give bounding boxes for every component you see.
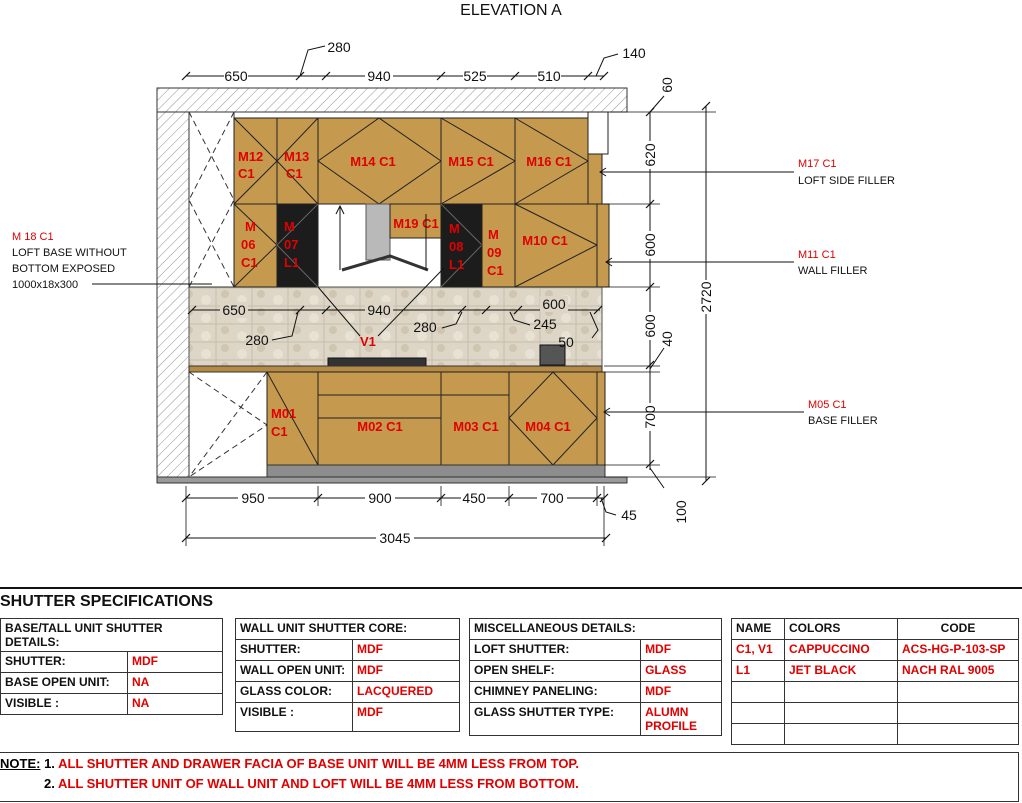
color-empty-cell	[898, 724, 1019, 745]
dim-top-650: 650	[224, 68, 248, 84]
dim-bottom-45: 45	[621, 507, 637, 523]
ceiling-slab	[157, 88, 627, 112]
label-m01-b: C1	[271, 424, 288, 439]
wall-spec-key: SHUTTER:	[236, 640, 353, 661]
dim-bottom-450: 450	[462, 490, 486, 506]
label-m09-b: 09	[487, 245, 502, 260]
dim-bottom-950: 950	[241, 490, 265, 506]
color-empty-cell	[732, 703, 785, 724]
wall-m11-filler	[597, 204, 609, 287]
misc-spec-key: LOFT SHUTTER:	[470, 640, 641, 661]
dim-right-2720: 2720	[698, 281, 714, 313]
color-empty-cell	[732, 724, 785, 745]
base-spec-table	[0, 618, 223, 715]
dim-bottom-45-leader	[601, 498, 616, 515]
label-m19: M19 C1	[393, 216, 439, 231]
color-code-cell: NACH RAL 9005	[898, 661, 1019, 682]
color-empty-cell	[785, 724, 898, 745]
label-m03: M03 C1	[453, 419, 499, 434]
color-value-cell: CAPPUCCINO	[785, 640, 898, 661]
chimney-arrow-left	[336, 206, 344, 270]
note-1	[0, 756, 579, 771]
wall-spec-value: LACQUERED	[353, 682, 460, 703]
color-value-cell: JET BLACK	[785, 661, 898, 682]
note-2-text: ALL SHUTTER UNIT OF WALL UNIT AND LOFT WILL BE 4MM LESS FROM BOTTOM.	[57, 776, 579, 791]
chimney-hood	[342, 256, 428, 270]
misc-spec-value: MDF	[641, 682, 722, 703]
color-table-header: COLORS	[785, 619, 898, 640]
dim-top-280: 280	[327, 39, 351, 55]
label-m06-c: C1	[241, 255, 258, 270]
dim-mid-50: 50	[558, 334, 574, 350]
floor-line	[157, 477, 627, 483]
dim-right-100: 100	[673, 500, 689, 524]
loft-m17-return	[588, 112, 608, 154]
note-label: NOTE:	[0, 756, 41, 771]
callout-m05-code: M05 C1	[808, 399, 847, 411]
callout-m18-line-2: BOTTOM EXPOSED	[12, 263, 116, 275]
wall-spec-table	[235, 618, 460, 732]
note-1-text: ALL SHUTTER AND DRAWER FACIA OF BASE UNIT WILL BE 4MM LESS FROM TOP.	[58, 756, 580, 771]
wall-spec-key: GLASS COLOR:	[236, 682, 353, 703]
dim-top-510: 510	[537, 68, 561, 84]
spec-title: SHUTTER SPECIFICATIONS	[0, 593, 214, 610]
label-m08-c: L1	[449, 257, 465, 272]
label-m01-a: M01	[271, 406, 297, 421]
color-empty-cell	[785, 682, 898, 703]
label-m15: M15 C1	[448, 154, 494, 169]
label-m02: M02 C1	[357, 419, 403, 434]
label-m09-a: M	[488, 227, 499, 242]
dim-bottom-3045: 3045	[379, 530, 411, 546]
color-table-header: CODE	[898, 619, 1019, 640]
base-spec-key: BASE OPEN UNIT:	[1, 673, 128, 694]
label-m07-b: 07	[284, 237, 299, 252]
dim-right-620: 620	[642, 143, 658, 167]
label-m08-b: 08	[449, 239, 464, 254]
dim-top-140: 140	[622, 45, 646, 61]
chimney-duct	[366, 204, 390, 260]
color-name-cell: C1, V1	[732, 640, 785, 661]
base-spec-key: VISIBLE :	[1, 694, 128, 715]
dim-mid-600: 600	[542, 296, 566, 312]
misc-spec-value: MDF	[641, 640, 722, 661]
misc-spec-table	[469, 618, 722, 736]
label-m12-a: M12	[238, 149, 264, 164]
note-2	[44, 776, 579, 791]
note-1-number: 1.	[44, 756, 55, 771]
dim-right-600-a: 600	[642, 233, 658, 257]
dim-mid-650: 650	[222, 302, 246, 318]
misc-spec-key: OPEN SHELF:	[470, 661, 641, 682]
wall-spec-key: WALL OPEN UNIT:	[236, 661, 353, 682]
base-spec-value: NA	[128, 694, 223, 715]
spec-divider	[0, 587, 1022, 589]
misc-spec-value: GLASS	[641, 661, 722, 682]
base-spec-header: BASE/TALL UNIT SHUTTER DETAILS:	[1, 619, 223, 652]
elevation-title: ELEVATION A	[460, 2, 562, 19]
callout-m18-line-1: LOFT BASE WITHOUT	[12, 247, 127, 259]
dim-mid-245: 245	[533, 316, 557, 332]
dim-right-40: 40	[659, 331, 675, 347]
dim-top-525: 525	[463, 68, 487, 84]
label-m14: M14 C1	[350, 154, 396, 169]
dim-mid-280-b: 280	[413, 319, 437, 335]
color-code-cell: ACS-HG-P-103-SP	[898, 640, 1019, 661]
callout-m11-code: M11 C1	[798, 249, 836, 261]
label-m13-a: M13	[284, 149, 310, 164]
color-code-table	[731, 618, 1019, 745]
color-empty-cell	[785, 703, 898, 724]
dim-mid-280-a: 280	[245, 332, 269, 348]
counter-top	[189, 366, 602, 372]
callout-m05-desc: BASE FILLER	[808, 415, 878, 427]
dim-right-700: 700	[642, 405, 658, 429]
color-empty-cell	[898, 682, 1019, 703]
hob	[328, 358, 426, 366]
base-spec-value: NA	[128, 673, 223, 694]
dim-right-100-leader	[650, 468, 664, 488]
label-m09-c: C1	[487, 263, 504, 278]
base-spec-key: SHUTTER:	[1, 652, 128, 673]
note-2-number: 2.	[44, 776, 55, 791]
dim-top-940: 940	[367, 68, 391, 84]
misc-spec-key: GLASS SHUTTER TYPE:	[470, 703, 641, 736]
dim-bottom-700: 700	[540, 490, 564, 506]
dim-mid-940: 940	[367, 302, 391, 318]
callout-m11-desc: WALL FILLER	[798, 265, 868, 277]
label-m06-b: 06	[241, 237, 256, 252]
color-empty-cell	[732, 682, 785, 703]
skirting	[267, 465, 605, 477]
left-wall	[157, 112, 189, 482]
color-name-cell: L1	[732, 661, 785, 682]
callout-m18-line-3: 1000x18x300	[12, 279, 79, 291]
label-m07-c: L1	[284, 255, 300, 270]
dim-top-280-leader	[300, 46, 325, 76]
notes-box	[0, 752, 1019, 802]
label-m04: M04 C1	[525, 419, 571, 434]
misc-spec-value: ALUMN PROFILE	[641, 703, 722, 736]
label-m10: M10 C1	[522, 233, 568, 248]
tall-open-unit	[189, 112, 234, 287]
base-m05-filler	[597, 372, 605, 465]
dim-right-600-b: 600	[642, 314, 658, 338]
dim-right-60: 60	[659, 77, 675, 93]
wall-spec-header: WALL UNIT SHUTTER CORE:	[236, 619, 460, 640]
callout-m18-code: M 18 C1	[12, 231, 54, 243]
wall-spec-value: MDF	[353, 661, 460, 682]
wall-spec-key: VISIBLE :	[236, 703, 353, 732]
misc-spec-key: CHIMNEY PANELING:	[470, 682, 641, 703]
label-v1: V1	[360, 334, 376, 349]
wall-spec-value: MDF	[353, 640, 460, 661]
wall-spec-value: MDF	[353, 703, 460, 732]
dim-right-60-leader	[650, 96, 664, 112]
label-m08-a: M	[449, 221, 460, 236]
label-m06-a: M	[245, 219, 256, 234]
dim-bottom-900: 900	[368, 490, 392, 506]
label-m16: M16 C1	[526, 154, 572, 169]
base-spec-value: MDF	[128, 652, 223, 673]
label-m13-b: C1	[286, 166, 303, 181]
misc-spec-header: MISCELLANEOUS DETAILS:	[470, 619, 722, 640]
color-empty-cell	[898, 703, 1019, 724]
label-m12-b: C1	[238, 166, 255, 181]
callout-m17-desc: LOFT SIDE FILLER	[798, 175, 895, 187]
label-m07-a: M	[284, 219, 295, 234]
color-table-header: NAME	[732, 619, 785, 640]
callout-m17-code: M17 C1	[798, 158, 837, 170]
